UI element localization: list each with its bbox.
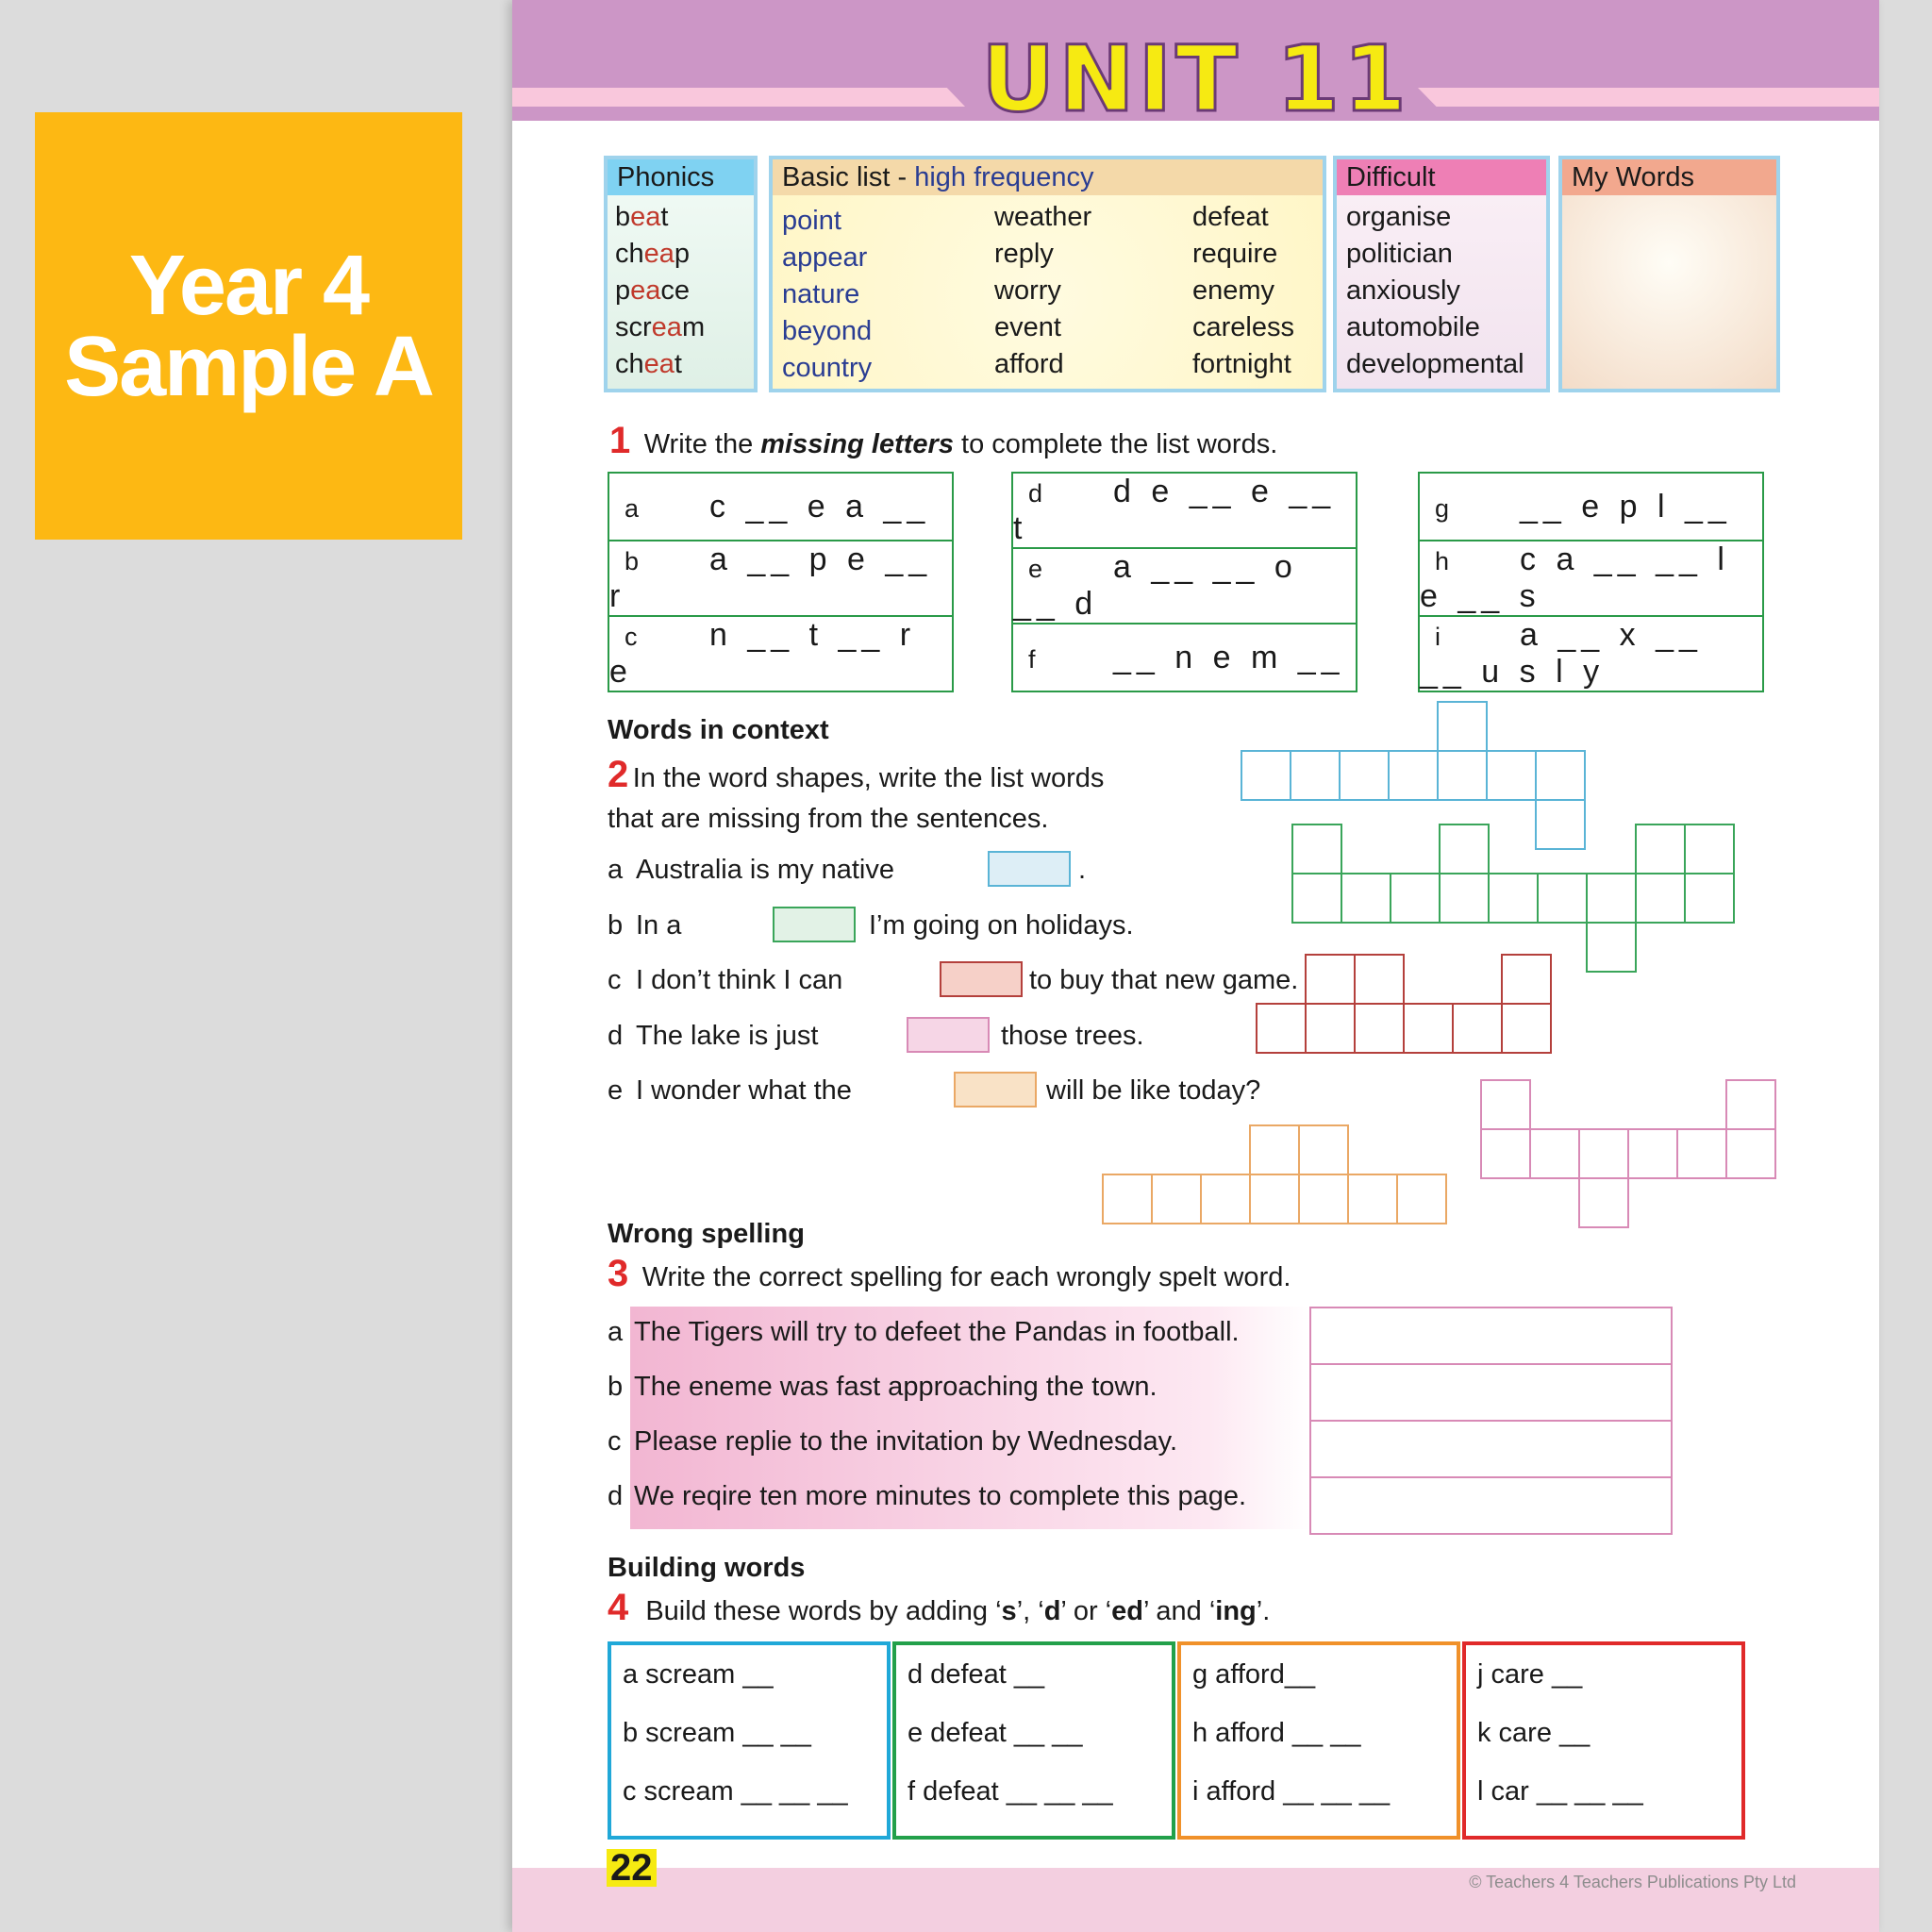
- q2-answer-box[interactable]: [773, 907, 856, 942]
- phonics-word-pattern: ea: [630, 275, 661, 306]
- word-shape-cell[interactable]: [1486, 750, 1537, 801]
- q2-sentence-start: In a: [636, 910, 682, 941]
- word-shape-cell[interactable]: [1635, 824, 1686, 874]
- phonics-box: [604, 156, 758, 392]
- basic-list-word: enemy: [1192, 275, 1275, 306]
- basic-list-word: event: [994, 312, 1061, 342]
- difficult-word: developmental: [1346, 349, 1524, 379]
- q3-sentence: The Tigers will try to defeet the Pandas in football.: [634, 1317, 1240, 1347]
- q1-table: [608, 472, 954, 692]
- phonics-word-pattern: ea: [651, 312, 682, 342]
- q2-text-line2: that are missing from the sentences.: [608, 804, 1049, 834]
- q3-answer-box[interactable]: [1309, 1478, 1673, 1535]
- word-shape-cell[interactable]: [1480, 1079, 1531, 1130]
- q1-word-pattern: __ e p l __: [1520, 488, 1732, 525]
- phonics-word-pattern: ea: [643, 239, 675, 269]
- q1-cell[interactable]: [1012, 548, 1357, 624]
- basic-list-subtitle: high frequency: [914, 162, 1094, 192]
- q4-number: 4: [608, 1587, 629, 1628]
- phonics-word-list: [608, 195, 754, 383]
- basic-list-word: afford: [994, 349, 1064, 379]
- basic-list-box: [769, 156, 1326, 392]
- q4-instruction: [608, 1587, 1270, 1629]
- q2-answer-box[interactable]: [954, 1072, 1037, 1108]
- q4-text-b: ’, ‘: [1016, 1596, 1044, 1626]
- q1-item-letter: b: [625, 547, 640, 575]
- q1-word-pattern: d e __ e __ t: [1013, 474, 1337, 546]
- basic-list-word: fortnight: [1192, 349, 1291, 379]
- q3-instruction: [608, 1253, 1291, 1295]
- phonics-word-start: b: [615, 202, 631, 232]
- phonics-word-start: ch: [615, 239, 644, 269]
- word-shape-cell[interactable]: [1390, 873, 1441, 924]
- q1-instruction: [609, 420, 1277, 462]
- q1-cell[interactable]: [1419, 541, 1763, 616]
- q1-item-letter: a: [625, 493, 640, 523]
- worksheet-page: [512, 0, 1879, 1932]
- phonics-word-end: p: [674, 239, 691, 269]
- basic-list-word: point: [782, 206, 841, 236]
- phonics-word-end: ce: [660, 275, 691, 306]
- phonics-word: [615, 346, 754, 383]
- q1-item-letter: g: [1435, 493, 1450, 523]
- word-shape-cell[interactable]: [1437, 701, 1488, 752]
- word-shape-cell[interactable]: [1725, 1128, 1776, 1179]
- basic-list-title: Basic list -: [782, 162, 908, 192]
- q4-word-item[interactable]: b scream __ __: [623, 1718, 811, 1748]
- q1-item-letter: e: [1028, 555, 1043, 583]
- word-shape-cell[interactable]: [1535, 750, 1586, 801]
- q1-text-emphasis: missing letters: [760, 429, 954, 459]
- word-shape-cell[interactable]: [1341, 873, 1391, 924]
- q1-cell[interactable]: [608, 616, 953, 691]
- word-shape-cell[interactable]: [1627, 1128, 1678, 1179]
- q2-sentence-end: .: [1078, 855, 1087, 885]
- q3-item-letter: a: [608, 1317, 624, 1347]
- q1-item-letter: i: [1435, 623, 1441, 651]
- q4-word-item[interactable]: k care __: [1477, 1718, 1591, 1748]
- q1-item-letter: f: [1028, 644, 1036, 674]
- basic-list-word: careless: [1192, 312, 1294, 342]
- word-shape-cell[interactable]: [1249, 1174, 1300, 1224]
- my-words-box: [1558, 156, 1780, 392]
- q4-text-c: ’ or ‘: [1060, 1596, 1112, 1626]
- difficult-header: Difficult: [1337, 159, 1546, 195]
- q2-instruction: [608, 754, 1105, 841]
- word-shape-cell[interactable]: [1529, 1128, 1580, 1179]
- q1-word-pattern: c __ e a __: [709, 488, 931, 525]
- difficult-word: organise: [1346, 202, 1452, 232]
- q4-suffix-ing: ing: [1215, 1596, 1257, 1626]
- q4-word-item[interactable]: j care __: [1477, 1659, 1583, 1690]
- phonics-word: [615, 273, 754, 309]
- word-shape-cell[interactable]: [1537, 873, 1588, 924]
- q4-word-item[interactable]: a scream __: [623, 1659, 774, 1690]
- q1-word-pattern: a __ p e __ r: [609, 541, 933, 614]
- phonics-word-start: p: [615, 275, 631, 306]
- word-shape-cell[interactable]: [1676, 1128, 1727, 1179]
- word-shape-cell[interactable]: [1578, 1177, 1629, 1228]
- phonics-word-pattern: ea: [643, 349, 675, 379]
- word-shape-cell[interactable]: [1354, 1003, 1405, 1054]
- q2-item-letter: d: [608, 1021, 624, 1051]
- word-shape-cell[interactable]: [1249, 1124, 1300, 1175]
- q1-cell[interactable]: [1419, 473, 1763, 541]
- q3-number: 3: [608, 1253, 629, 1294]
- difficult-word: automobile: [1346, 312, 1480, 342]
- q1-word-pattern: a __ x __ __ u s l y: [1420, 617, 1703, 690]
- q4-heading: Building words: [608, 1553, 806, 1583]
- basic-list-word: worry: [994, 275, 1061, 306]
- q2-answer-box[interactable]: [940, 961, 1023, 997]
- q1-text-pre: Write the: [643, 429, 761, 459]
- q1-cell[interactable]: [1012, 624, 1357, 691]
- copyright-notice: © Teachers 4 Teachers Publications Pty Ltd: [1469, 1873, 1796, 1891]
- q1-word-pattern: c a __ __ l e __ s: [1420, 541, 1730, 614]
- q2-sentence: [608, 853, 1268, 891]
- q1-cell[interactable]: [1012, 473, 1357, 548]
- page-number: 22: [607, 1849, 657, 1887]
- word-shape-cell[interactable]: [1725, 1079, 1776, 1130]
- word-shape-cell[interactable]: [1684, 824, 1735, 874]
- q3-text: Write the correct spelling for each wrongly spelt word.: [641, 1262, 1291, 1292]
- q4-text-f: ’.: [1256, 1596, 1271, 1626]
- phonics-word-end: t: [660, 202, 669, 232]
- word-shape-cell[interactable]: [1200, 1174, 1251, 1224]
- phonics-word: [615, 236, 754, 273]
- word-shape-cell[interactable]: [1354, 954, 1405, 1005]
- q1-cell[interactable]: [608, 473, 953, 541]
- word-shape-cell[interactable]: [1439, 824, 1490, 874]
- phonics-word: [615, 199, 754, 236]
- badge-line-2: Sample A: [64, 319, 433, 414]
- q4-word-group: [892, 1641, 1175, 1840]
- q4-word-group: [1177, 1641, 1460, 1840]
- phonics-word: [615, 309, 754, 346]
- q2-sentence-start: I don’t think I can: [636, 965, 843, 995]
- q4-word-group: [608, 1641, 891, 1840]
- q2-sentence: [608, 1019, 1268, 1057]
- q2-answer-box[interactable]: [988, 851, 1071, 887]
- q4-suffix-s: s: [1001, 1596, 1017, 1626]
- q4-word-item[interactable]: c scream __ __ __: [623, 1776, 848, 1807]
- word-shape-cell[interactable]: [1501, 954, 1552, 1005]
- word-shape-cell[interactable]: [1241, 750, 1291, 801]
- difficult-word: anxiously: [1346, 275, 1460, 306]
- difficult-word-list: [1337, 195, 1546, 383]
- word-shape-cell[interactable]: [1452, 1003, 1503, 1054]
- difficult-box: [1333, 156, 1550, 392]
- basic-list-word: beyond: [782, 316, 873, 346]
- q3-heading: Wrong spelling: [608, 1219, 805, 1249]
- word-shape-cell[interactable]: [1291, 873, 1342, 924]
- q2-sentence-start: The lake is just: [636, 1021, 819, 1051]
- word-shape-cell[interactable]: [1586, 922, 1637, 973]
- q4-word-group: [1462, 1641, 1745, 1840]
- q1-word-pattern: n __ t __ r e: [609, 617, 917, 690]
- q3-answer-box[interactable]: [1309, 1422, 1673, 1478]
- q2-item-letter: e: [608, 1075, 624, 1106]
- q3-sentence: We reqire ten more minutes to complete this page.: [634, 1481, 1247, 1511]
- basic-list-column-2: [994, 199, 1091, 383]
- basic-list-column-3: [1192, 199, 1294, 383]
- q3-item-letter: b: [608, 1372, 624, 1402]
- q3-item-letter: c: [608, 1426, 622, 1457]
- word-shape-cell[interactable]: [1290, 750, 1341, 801]
- phonics-word-end: m: [681, 312, 706, 342]
- q4-word-item[interactable]: g afford__: [1192, 1659, 1316, 1690]
- word-shape-cell[interactable]: [1437, 750, 1488, 801]
- basic-list-word: nature: [782, 279, 860, 309]
- q2-sentence-start: I wonder what the: [636, 1075, 852, 1106]
- basic-list-word: require: [1192, 239, 1278, 269]
- q2-sentence: [608, 963, 1299, 1001]
- q1-table: [1011, 472, 1357, 692]
- q4-word-item[interactable]: d defeat __: [908, 1659, 1045, 1690]
- word-shape-cell[interactable]: [1305, 954, 1356, 1005]
- word-shape-cell[interactable]: [1298, 1124, 1349, 1175]
- year-sample-badge: [35, 112, 462, 540]
- basic-list-word: defeat: [1192, 202, 1269, 232]
- basic-list-column-1: [782, 199, 872, 387]
- q1-item-letter: c: [625, 623, 638, 651]
- word-shape-cell[interactable]: [1403, 1003, 1454, 1054]
- word-shape-cell[interactable]: [1305, 1003, 1356, 1054]
- q1-item-letter: d: [1028, 479, 1043, 508]
- q3-item-letter: d: [608, 1481, 624, 1511]
- q2-item-letter: c: [608, 965, 622, 995]
- q4-suffix-d: d: [1043, 1596, 1061, 1626]
- q1-cell[interactable]: [608, 541, 953, 616]
- q4-word-item[interactable]: l car __ __ __: [1477, 1776, 1643, 1807]
- q2-sentence-end: will be like today?: [1046, 1075, 1261, 1106]
- word-shape-cell[interactable]: [1388, 750, 1439, 801]
- q1-word-pattern: __ n e m __: [1113, 639, 1345, 675]
- q1-item-letter: h: [1435, 547, 1450, 575]
- q3-sentence: The eneme was fast approaching the town.: [634, 1372, 1158, 1402]
- q2-sentence: [608, 1074, 1268, 1111]
- basic-list-word: appear: [782, 242, 868, 273]
- phonics-word-start: scr: [615, 312, 652, 342]
- q2-text-line1: In the word shapes, write the list words: [632, 763, 1105, 793]
- word-shape-cell[interactable]: [1635, 873, 1686, 924]
- phonics-word-start: ch: [615, 349, 644, 379]
- q3-sentence: Please replie to the invitation by Wednesday.: [634, 1426, 1178, 1457]
- q2-number: 2: [608, 754, 629, 795]
- word-shape-cell[interactable]: [1298, 1174, 1349, 1224]
- q2-sentence: [608, 908, 1268, 946]
- q2-item-letter: a: [608, 855, 624, 885]
- q4-word-item[interactable]: i afford __ __ __: [1192, 1776, 1391, 1807]
- word-shape-cell[interactable]: [1396, 1174, 1447, 1224]
- q1-text-post: to complete the list words.: [953, 429, 1278, 459]
- q1-table: [1418, 472, 1764, 692]
- word-shape-cell[interactable]: [1586, 873, 1637, 924]
- word-shape-cell[interactable]: [1535, 799, 1586, 850]
- q3-answer-boxes: [1309, 1307, 1673, 1535]
- word-shape-cell[interactable]: [1439, 873, 1490, 924]
- q2-sentence-end: I’m going on holidays.: [869, 910, 1134, 941]
- my-words-header: My Words: [1562, 159, 1776, 195]
- unit-title: UNIT 11: [981, 26, 1410, 132]
- basic-list-word: weather: [994, 202, 1092, 232]
- badge-line-1: Year 4: [128, 238, 369, 333]
- word-shape-cell[interactable]: [1347, 1174, 1398, 1224]
- q2-answer-box[interactable]: [907, 1017, 990, 1053]
- word-shape-cell[interactable]: [1339, 750, 1390, 801]
- word-shape-cell[interactable]: [1256, 1003, 1307, 1054]
- q2-sentence-start: Australia is my native: [636, 855, 894, 885]
- word-shape-cell[interactable]: [1501, 1003, 1552, 1054]
- q2-sentence-end: those trees.: [1001, 1021, 1144, 1051]
- q4-word-item[interactable]: e defeat __ __: [908, 1718, 1083, 1748]
- q4-suffix-ed: ed: [1111, 1596, 1143, 1626]
- word-shape-cell[interactable]: [1151, 1174, 1202, 1224]
- basic-list-word: country: [782, 353, 873, 383]
- word-shape-cell[interactable]: [1488, 873, 1539, 924]
- q4-word-item[interactable]: f defeat __ __ __: [908, 1776, 1113, 1807]
- q2-sentence-end: to buy that new game.: [1029, 965, 1299, 995]
- basic-list-word: reply: [994, 239, 1054, 269]
- q4-text-a: Build these words by adding ‘: [645, 1596, 1002, 1626]
- word-shape-cell[interactable]: [1291, 824, 1342, 874]
- word-shape-cell[interactable]: [1102, 1174, 1153, 1224]
- q1-word-pattern: a __ __ o __ d: [1013, 549, 1298, 622]
- phonics-word-pattern: ea: [630, 202, 661, 232]
- q2-heading: Words in context: [608, 715, 829, 745]
- q1-number: 1: [609, 420, 631, 461]
- q4-text-e: ’ and ‘: [1142, 1596, 1216, 1626]
- q4-word-item[interactable]: h afford __ __: [1192, 1718, 1361, 1748]
- q2-item-letter: b: [608, 910, 624, 941]
- q3-answer-box[interactable]: [1309, 1307, 1673, 1365]
- word-shape-cell[interactable]: [1578, 1128, 1629, 1179]
- word-shape-cell[interactable]: [1684, 873, 1735, 924]
- difficult-word: politician: [1346, 239, 1453, 269]
- word-shape-cell[interactable]: [1480, 1128, 1531, 1179]
- basic-list-header: [773, 159, 1323, 195]
- phonics-header: Phonics: [608, 159, 754, 195]
- phonics-word-end: t: [674, 349, 682, 379]
- q1-cell[interactable]: [1419, 616, 1763, 691]
- q3-answer-box[interactable]: [1309, 1365, 1673, 1422]
